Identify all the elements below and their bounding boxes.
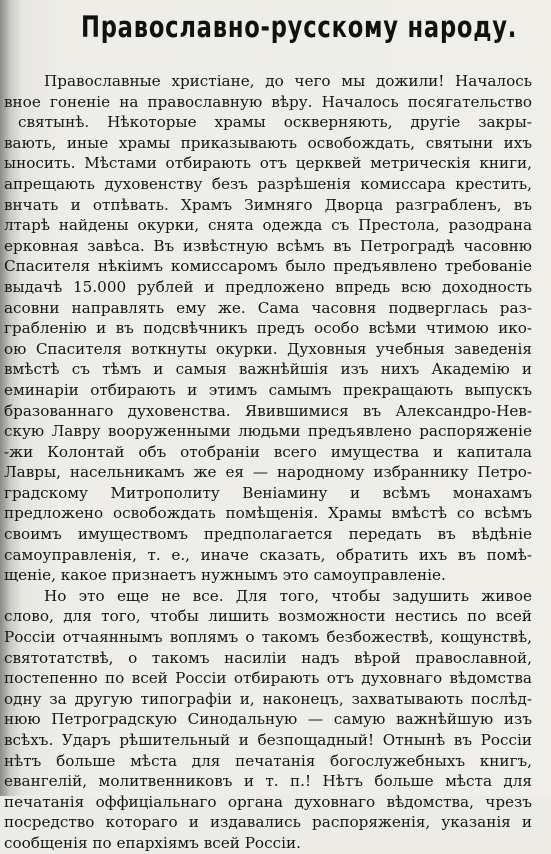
text-line: скую Лавру вооруженными людьми предъявлено распоряженiе bbox=[4, 422, 532, 441]
text-line: ерковная завѣса. Въ извѣстную всѣмъ въ Петроградѣ часовню bbox=[4, 236, 532, 255]
text-line: грабленiю и въ подсвѣчникъ предъ особо всѣми чтимою ико- bbox=[4, 319, 532, 338]
text-line: слово, для того, чтобы лишить возможности нестись по всей bbox=[4, 607, 532, 626]
paragraph-1 bbox=[4, 71, 532, 586]
text-line: всѣхъ. Ударъ рѣшительный и безпощадный! Отнынѣ въ Россiи bbox=[4, 731, 532, 749]
text-line: постепенно по всей Россiи отбирають отъ духовнаго вѣдомства bbox=[4, 669, 532, 688]
text-line: нѣтъ больше мѣста для печатанiя богослужебныхъ книгъ, bbox=[4, 751, 532, 770]
text-line: Лавры, насельникамъ же ея — народному избраннику Петро- bbox=[4, 463, 532, 482]
text-line: Православные христiане, до чего мы дожили! Началось bbox=[44, 72, 532, 90]
document-body bbox=[4, 71, 532, 854]
text-line: ою Спасителя воткнуты окурки. Духовныя учебныя заведенiя bbox=[4, 339, 532, 358]
text-line: печатанiя оффицiальнаго органа духовнаго вѣдомства, чрезъ bbox=[4, 792, 532, 811]
text-line: апрещають духовенству безъ разрѣшенiя комиссара крестить, bbox=[4, 174, 532, 193]
text-line: посредство котораго и издавались распоряженiя, указанiя и bbox=[4, 813, 532, 832]
document-title: Православно-русскому народу. bbox=[81, 10, 518, 44]
text-line: святынѣ. Нѣкоторые храмы оскверняють, другiе закры- bbox=[18, 113, 532, 132]
text-line: вное гоненiе на православную вѣру. Началось посягательство bbox=[4, 92, 532, 111]
text-line: вмѣстѣ съ тѣмъ и самыя важнѣйшiя изъ нихъ Академiю и bbox=[4, 360, 532, 379]
text-line: Россiи отчаяннымъ воплямъ о такомъ безбожествѣ, кощунствѣ, bbox=[4, 628, 532, 647]
text-line: ыносить. Мѣстами отбирають отъ церквей метрическiя книги, bbox=[4, 154, 532, 173]
text-line: святотатствѣ, о такомъ насилiи надъ вѣрой православной, bbox=[4, 648, 532, 667]
text-line: градскому Митрополиту Венiамину и всѣмъ монахамъ bbox=[4, 483, 532, 502]
text-line: Но это еще не все. Для того, чтобы задушить живое bbox=[44, 586, 532, 605]
text-line: бразованнаго духовенства. Явившимися въ Александро-Нев- bbox=[4, 401, 532, 420]
text-line: выдачѣ 15.000 рублей и предложено впредь всю доходность bbox=[4, 277, 532, 296]
text-line: -жи Колонтай объ отобранiи всего имущества и капитала bbox=[4, 442, 532, 461]
text-line: вають, иные храмы приказывають освобождать, святыни ихъ bbox=[4, 133, 532, 152]
text-line: своимъ имуществомъ предполагается передать въ вѣдѣнiе bbox=[4, 525, 532, 544]
text-line: одну за другую типографiи и, наконецъ, захватывають послѣд- bbox=[4, 689, 532, 708]
text-line: еминарiи отбирають и этимъ самымъ прекращають выпускъ bbox=[4, 380, 532, 399]
text-line: внчать и отпѣвать. Храмъ Зимняго Дворца разграбленъ, въ bbox=[4, 195, 532, 214]
text-line: нюю Петроградскую Синодальную — самую важнѣйшую изъ bbox=[4, 710, 532, 729]
text-line: щенiе, какое признаетъ нужнымъ это самоуправленiе. bbox=[4, 566, 446, 585]
text-line: евангелiй, молитвенниковъ и т. п.! Нѣтъ больше мѣста для bbox=[4, 772, 532, 791]
paragraph-2 bbox=[4, 586, 532, 854]
text-line: лтарѣ найдены окурки, снята одежда съ Престола, разодрана bbox=[4, 216, 532, 235]
text-line: Спасителя нѣкiимъ комиссаромъ было предъявлено требованiе bbox=[4, 257, 532, 276]
text-line: самоуправленiя, т. е., иначе сказать, обратить ихъ въ помѣ- bbox=[4, 545, 532, 564]
text-line: асовни направлять ему же. Сама часовня подверглась раз- bbox=[4, 298, 532, 317]
text-line: сообщенiя по епархiямъ всей Россiи. bbox=[4, 833, 301, 852]
text-line: предложено освобождать помѣщенiя. Храмы вмѣстѣ со всѣмъ bbox=[4, 504, 532, 523]
